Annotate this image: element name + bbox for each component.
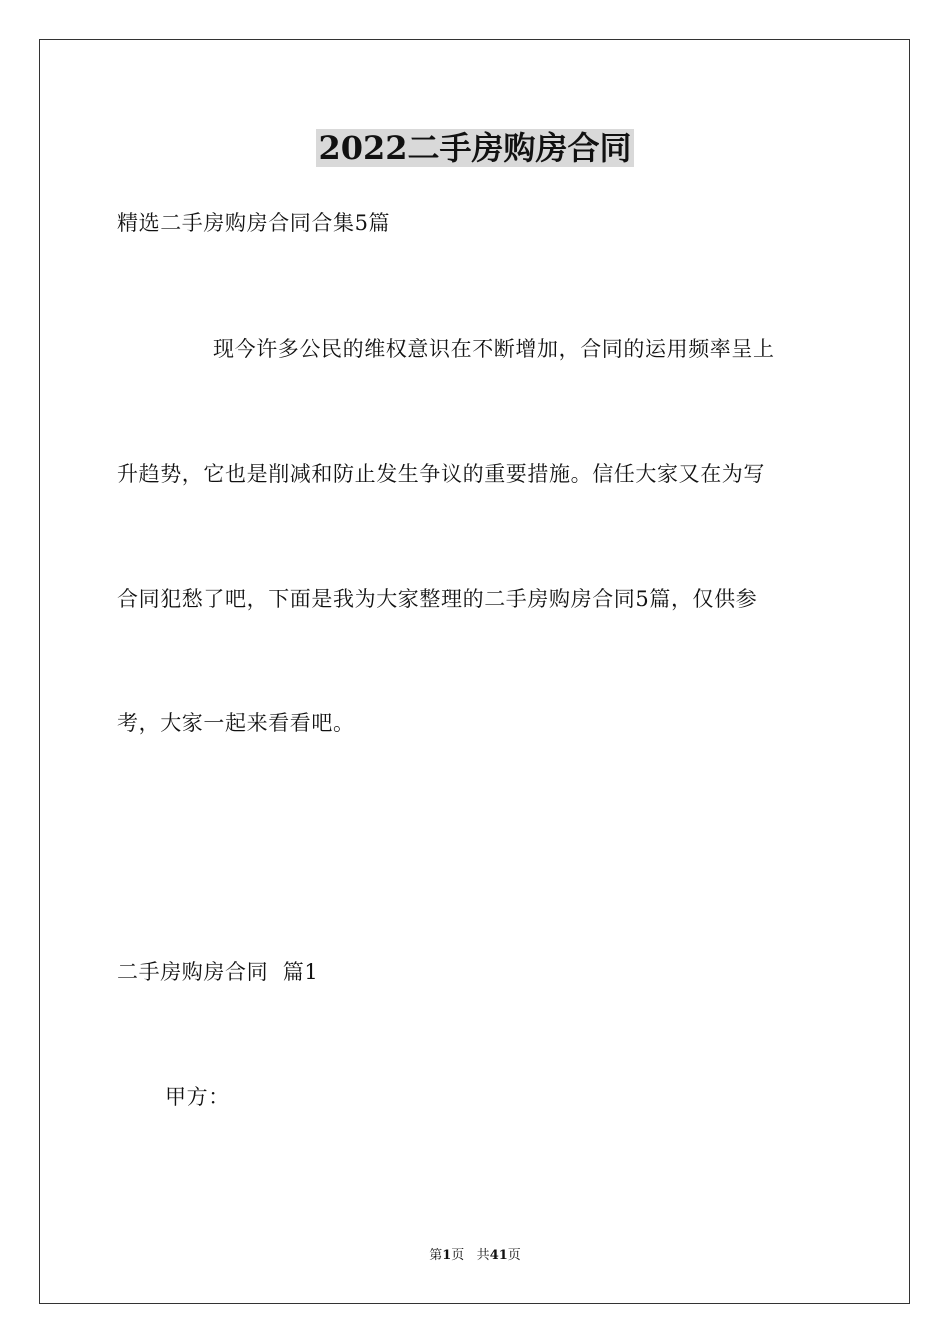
intro-paragraph-line-1: 现今许多公民的维权意识在不断增加，合同的运用频率呈上: [213, 337, 775, 361]
section-heading: 二手房购房合同 篇1: [117, 960, 319, 984]
intro-paragraph-line-4: 考，大家一起来看看吧。: [117, 711, 355, 735]
page-footer: [0, 1247, 950, 1265]
footer-total-pages: 41: [489, 1248, 508, 1263]
footer-current-page: 1: [442, 1248, 452, 1263]
document-subtitle: 精选二手房购房合同合集5篇: [117, 211, 391, 235]
document-title: [0, 124, 950, 172]
intro-paragraph-line-3: 合同犯愁了吧，下面是我为大家整理的二手房购房合同5篇，仅供参: [117, 587, 758, 611]
party-a-label: 甲方：: [165, 1085, 230, 1109]
footer-page-prefix: 第: [429, 1248, 443, 1263]
intro-paragraph-line-2: 升趋势，它也是削减和防止发生争议的重要措施。信任大家又在为写: [117, 462, 765, 486]
footer-page-unit: 页: [451, 1248, 465, 1263]
document-title-text: 2022二手房购房合同: [318, 129, 632, 167]
footer-total-unit: 页: [507, 1248, 521, 1263]
footer-total-prefix: 共: [476, 1248, 490, 1263]
